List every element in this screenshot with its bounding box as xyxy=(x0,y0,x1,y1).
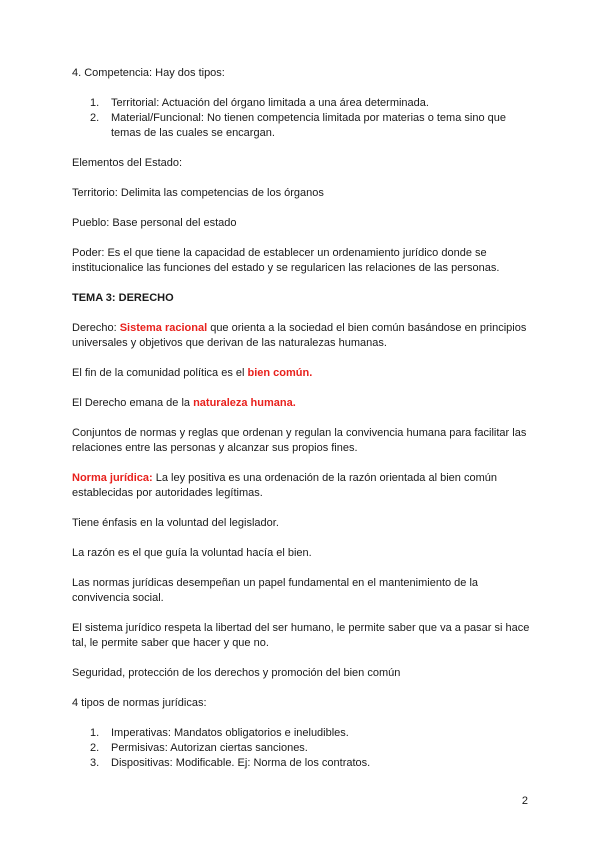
conjuntos-paragraph: Conjuntos de normas y reglas que ordenan y regulan la convivencia humana para facilitar las relaciones entre las personas y alcanzar sus propios fines. xyxy=(72,427,527,454)
competencia-list xyxy=(72,96,532,141)
derecho-definition: Derecho: Sistema racional que orienta a la sociedad el bien común basándose en principios universales y objetivos que derivan de las naturalezas humanas. xyxy=(72,322,527,349)
page-number: 2 xyxy=(521,795,528,807)
enfasis-paragraph: Tiene énfasis en la voluntad del legislador. xyxy=(72,517,279,529)
fin-paragraph: El fin de la comunidad política es el bien común. xyxy=(72,367,313,379)
emana-paragraph: El Derecho emana de la naturaleza humana. xyxy=(72,397,296,409)
pueblo-paragraph: Pueblo: Base personal del estado xyxy=(72,217,237,229)
highlight-term: Sistema racional xyxy=(119,322,208,334)
competencia-intro: 4. Competencia: Hay dos tipos: xyxy=(72,67,225,79)
highlight-term: bien común. xyxy=(247,367,313,379)
elementos-title: Elementos del Estado: xyxy=(72,157,183,169)
document-page xyxy=(72,66,532,786)
seguridad-paragraph: Seguridad, protección de los derechos y promoción del bien común xyxy=(72,667,401,679)
razon-paragraph: La razón es el que guía la voluntad hacía el bien. xyxy=(72,547,312,559)
list-item: 2. Material/Funcional: No tienen competencia limitada por materias o tema sino que temas de las cuales se encargan. xyxy=(90,112,506,139)
section-heading: TEMA 3: DERECHO xyxy=(72,292,174,304)
list-item: 1. Imperativas: Mandatos obligatorios e ineludibles. xyxy=(90,727,349,739)
list-item: 3. Dispositivas: Modificable. Ej: Norma de los contratos. xyxy=(90,757,371,769)
sistema-paragraph: El sistema jurídico respeta la libertad del ser humano, le permite saber que va a pasar si hace tal, le permite saber que hacer y que no. xyxy=(72,622,530,649)
territorio-paragraph: Territorio: Delimita las competencias de los órganos xyxy=(72,187,324,199)
poder-paragraph: Poder: Es el que tiene la capacidad de establecer un ordenamiento jurídico donde se institucionalice las funciones del estado y se regularicen las relaciones de las personas. xyxy=(72,247,500,274)
highlight-term: Norma jurídica: xyxy=(72,472,153,484)
tipos-list xyxy=(72,726,532,771)
list-item: 1. Territorial: Actuación del órgano limitada a una área determinada. xyxy=(90,97,429,109)
tipos-title: 4 tipos de normas jurídicas: xyxy=(72,697,207,709)
highlight-term: naturaleza humana. xyxy=(193,397,296,409)
norma-definition: Norma jurídica: La ley positiva es una ordenación de la razón orientada al bien común establecidas por autoridades legítimas. xyxy=(72,472,497,499)
papel-paragraph: Las normas jurídicas desempeñan un papel fundamental en el mantenimiento de la convivencia social. xyxy=(72,577,479,604)
list-item: 2. Permisivas: Autorizan ciertas sanciones. xyxy=(90,742,308,754)
